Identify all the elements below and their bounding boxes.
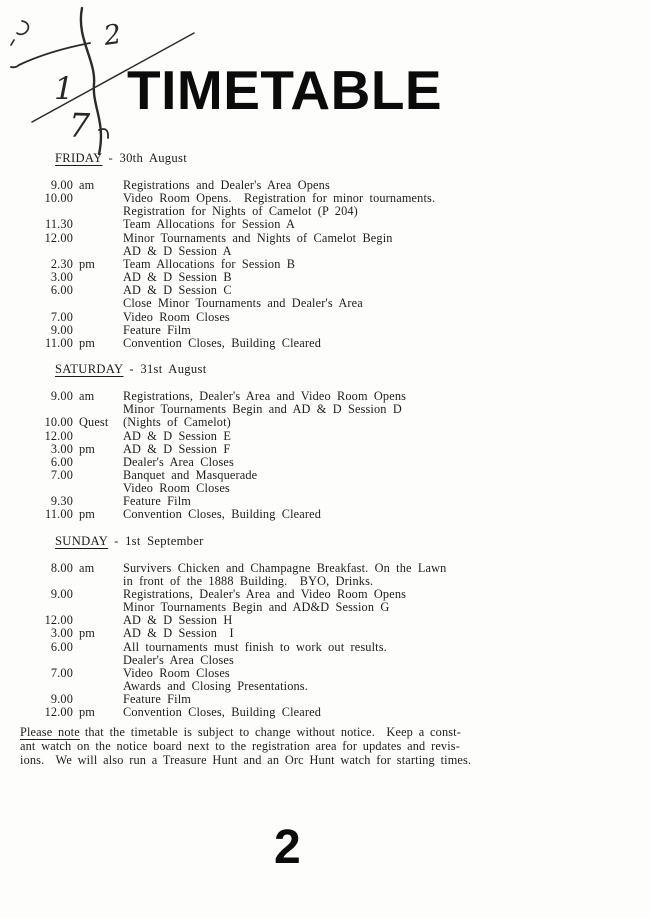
handwritten-digit-2: 2 <box>101 18 124 52</box>
ampm-cell: am <box>79 560 95 575</box>
ampm-cell <box>73 271 123 284</box>
timetable-row <box>33 575 633 588</box>
event-text: Banquet and Masquerade <box>123 467 258 482</box>
timetable-row <box>33 218 633 231</box>
event-text: Registrations and Dealer's Area Opens <box>123 178 330 192</box>
time-cell: 12.00 <box>44 613 73 628</box>
ampm-cell <box>73 482 123 495</box>
ampm-cell: pm <box>79 441 96 456</box>
day-heading <box>55 361 633 377</box>
event-text: Team Allocations for Session B <box>123 256 296 271</box>
ampm-cell <box>73 456 123 469</box>
timetable-row <box>33 297 633 310</box>
ampm-cell: Quest <box>79 415 109 430</box>
timetable-row <box>33 641 633 654</box>
event-text: All tournaments must finish to work out results. <box>123 639 387 654</box>
time-cell: 11.30 <box>45 217 73 232</box>
event-text: AD & D Session A <box>123 243 232 258</box>
event-text: Registration for Nights of Camelot (P 204) <box>123 204 358 219</box>
timetable-row <box>33 443 633 456</box>
event-text: Video Room Closes <box>123 309 230 324</box>
time-cell: 9.00 <box>50 389 73 404</box>
event-text: AD & D Session I <box>123 626 234 641</box>
day-section <box>33 361 633 522</box>
event-text: Convention Closes, Building Cleared <box>123 507 322 522</box>
event-text: Minor Tournaments and Nights of Camelot Begin <box>123 230 393 245</box>
ampm-cell: pm <box>79 507 96 522</box>
event-text: Registrations, Dealer's Area and Video Room Opens <box>123 389 407 404</box>
ampm-cell <box>73 297 123 310</box>
handwritten-digit-7: 7 <box>68 105 91 146</box>
event-text: AD & D Session C <box>123 283 232 298</box>
time-cell: 6.00 <box>50 639 73 654</box>
time-cell: 3.00 <box>50 270 73 285</box>
event-text: Feature Film <box>123 692 191 707</box>
day-section <box>33 150 633 350</box>
event-text: Dealer's Area Closes <box>123 454 234 469</box>
ampm-cell: pm <box>79 705 96 720</box>
day-rows <box>33 390 633 522</box>
time-cell: 3.00 <box>50 441 73 456</box>
pen-stroke-squiggle <box>11 21 28 45</box>
time-cell: 12.00 <box>44 230 73 245</box>
time-cell <box>33 575 73 588</box>
time-cell: 6.00 <box>50 283 73 298</box>
day-rows <box>33 562 633 720</box>
page-number: 2 <box>274 821 302 874</box>
event-text: Survivers Chicken and Champagne Breakfast. On the Lawn <box>123 560 447 575</box>
pen-stroke-curve <box>11 43 90 67</box>
timetable-row <box>33 324 633 337</box>
ampm-cell <box>73 641 123 654</box>
ampm-cell <box>73 667 123 680</box>
ampm-cell: am <box>79 178 95 192</box>
ampm-cell <box>73 245 123 258</box>
timetable-row <box>33 508 633 521</box>
timetable <box>33 150 633 730</box>
note-line-3: ions. We will also run a Treasure Hunt and an Orc Hunt watch for starting times. <box>20 752 472 767</box>
timetable-row <box>33 430 633 443</box>
ampm-cell <box>73 232 123 245</box>
timetable-row <box>33 654 633 667</box>
ampm-cell <box>73 601 123 614</box>
ampm-cell <box>73 575 123 588</box>
ampm-cell: pm <box>79 335 96 350</box>
time-cell: 11.00 <box>45 335 73 350</box>
timetable-row <box>33 627 633 640</box>
ampm-cell: pm <box>79 626 96 641</box>
day-date: - 30th August <box>108 151 188 165</box>
event-text: Dealer's Area Closes <box>123 652 234 667</box>
day-name: SUNDAY <box>55 533 109 548</box>
day-name: FRIDAY <box>55 151 103 165</box>
ampm-cell: am <box>79 389 95 404</box>
time-cell: 9.00 <box>50 586 73 601</box>
event-text: Feature Film <box>123 494 191 509</box>
event-text: AD & D Session E <box>123 428 231 443</box>
ampm-cell: pm <box>79 256 96 271</box>
event-text: Awards and Closing Presentations. <box>123 679 308 693</box>
day-section <box>33 533 633 720</box>
ampm-cell <box>73 654 123 667</box>
event-text: Feature Film <box>123 322 191 337</box>
time-cell: 9.00 <box>50 322 73 337</box>
timetable-row <box>33 337 633 350</box>
time-cell: 10.00 <box>44 191 73 206</box>
event-text: Video Room Closes <box>123 481 230 496</box>
ampm-cell <box>73 469 123 482</box>
note-line-1-rest: that the timetable is subject to change without notice. Keep a const- <box>84 725 461 739</box>
time-cell <box>33 297 73 310</box>
day-heading <box>55 533 633 549</box>
ampm-cell <box>73 430 123 443</box>
time-cell: 12.00 <box>44 428 73 443</box>
time-cell: 2.30 <box>50 256 73 271</box>
timetable-row <box>33 232 633 245</box>
note-underline: Please note <box>20 725 80 739</box>
note-line-1 <box>20 726 636 740</box>
event-text: Minor Tournaments Begin and AD & D Session D <box>123 402 402 417</box>
event-text: Video Room Closes <box>123 665 230 680</box>
time-cell: 9.30 <box>50 494 73 509</box>
ampm-cell <box>73 680 123 693</box>
time-cell <box>33 654 73 667</box>
event-text: Video Room Opens. Registration for minor tournaments. <box>123 191 436 206</box>
time-cell: 12.00 <box>44 705 73 720</box>
ampm-cell <box>73 588 123 601</box>
event-text: Convention Closes, Building Cleared <box>123 705 322 720</box>
day-date: - 31st August <box>129 362 207 377</box>
day-name: SATURDAY <box>55 362 124 377</box>
time-cell: 11.00 <box>45 507 73 522</box>
event-text: in front of the 1888 Building. BYO, Drinks. <box>123 573 374 588</box>
timetable-row <box>33 706 633 719</box>
event-text: AD & D Session F <box>123 441 231 456</box>
ampm-cell <box>73 205 123 218</box>
time-cell: 8.00 <box>50 560 73 575</box>
event-text: Registrations, Dealer's Area and Video Room Opens <box>123 586 407 601</box>
handwritten-digit-1: 1 <box>54 71 74 107</box>
day-date: - 1st September <box>114 533 204 548</box>
ampm-cell <box>73 218 123 231</box>
ampm-cell <box>73 324 123 337</box>
event-text: Minor Tournaments Begin and AD&D Session G <box>123 600 390 615</box>
note-line-2: ant watch on the notice board next to the registration area for updates and revis- <box>20 738 460 753</box>
day-heading <box>55 150 633 166</box>
event-text: Team Allocations for Session A <box>123 217 296 232</box>
day-rows <box>33 179 633 350</box>
event-text: AD & D Session H <box>123 613 233 628</box>
ampm-cell <box>73 311 123 324</box>
footer-note <box>20 726 636 768</box>
time-cell: 7.00 <box>50 467 73 482</box>
time-cell: 7.00 <box>50 309 73 324</box>
time-cell: 9.00 <box>50 692 73 707</box>
page-title: TIMETABLE <box>127 59 443 121</box>
time-cell: 7.00 <box>50 665 73 680</box>
time-cell: 3.00 <box>50 626 73 641</box>
timetable-row <box>33 562 633 575</box>
time-cell <box>33 245 73 258</box>
time-cell: 6.00 <box>50 454 73 469</box>
timetable-row <box>33 245 633 258</box>
event-text: Close Minor Tournaments and Dealer's Area <box>123 296 363 311</box>
time-cell: 10.00 <box>44 415 73 430</box>
timetable-row <box>33 311 633 324</box>
event-text: Convention Closes, Building Cleared <box>123 335 322 350</box>
ampm-cell <box>73 284 123 297</box>
time-cell: 9.00 <box>50 178 73 192</box>
event-text: AD & D Session B <box>123 270 232 285</box>
ampm-cell <box>73 192 123 205</box>
timetable-row <box>33 456 633 469</box>
timetable-row <box>33 416 633 429</box>
event-text: (Nights of Camelot) <box>123 415 231 430</box>
